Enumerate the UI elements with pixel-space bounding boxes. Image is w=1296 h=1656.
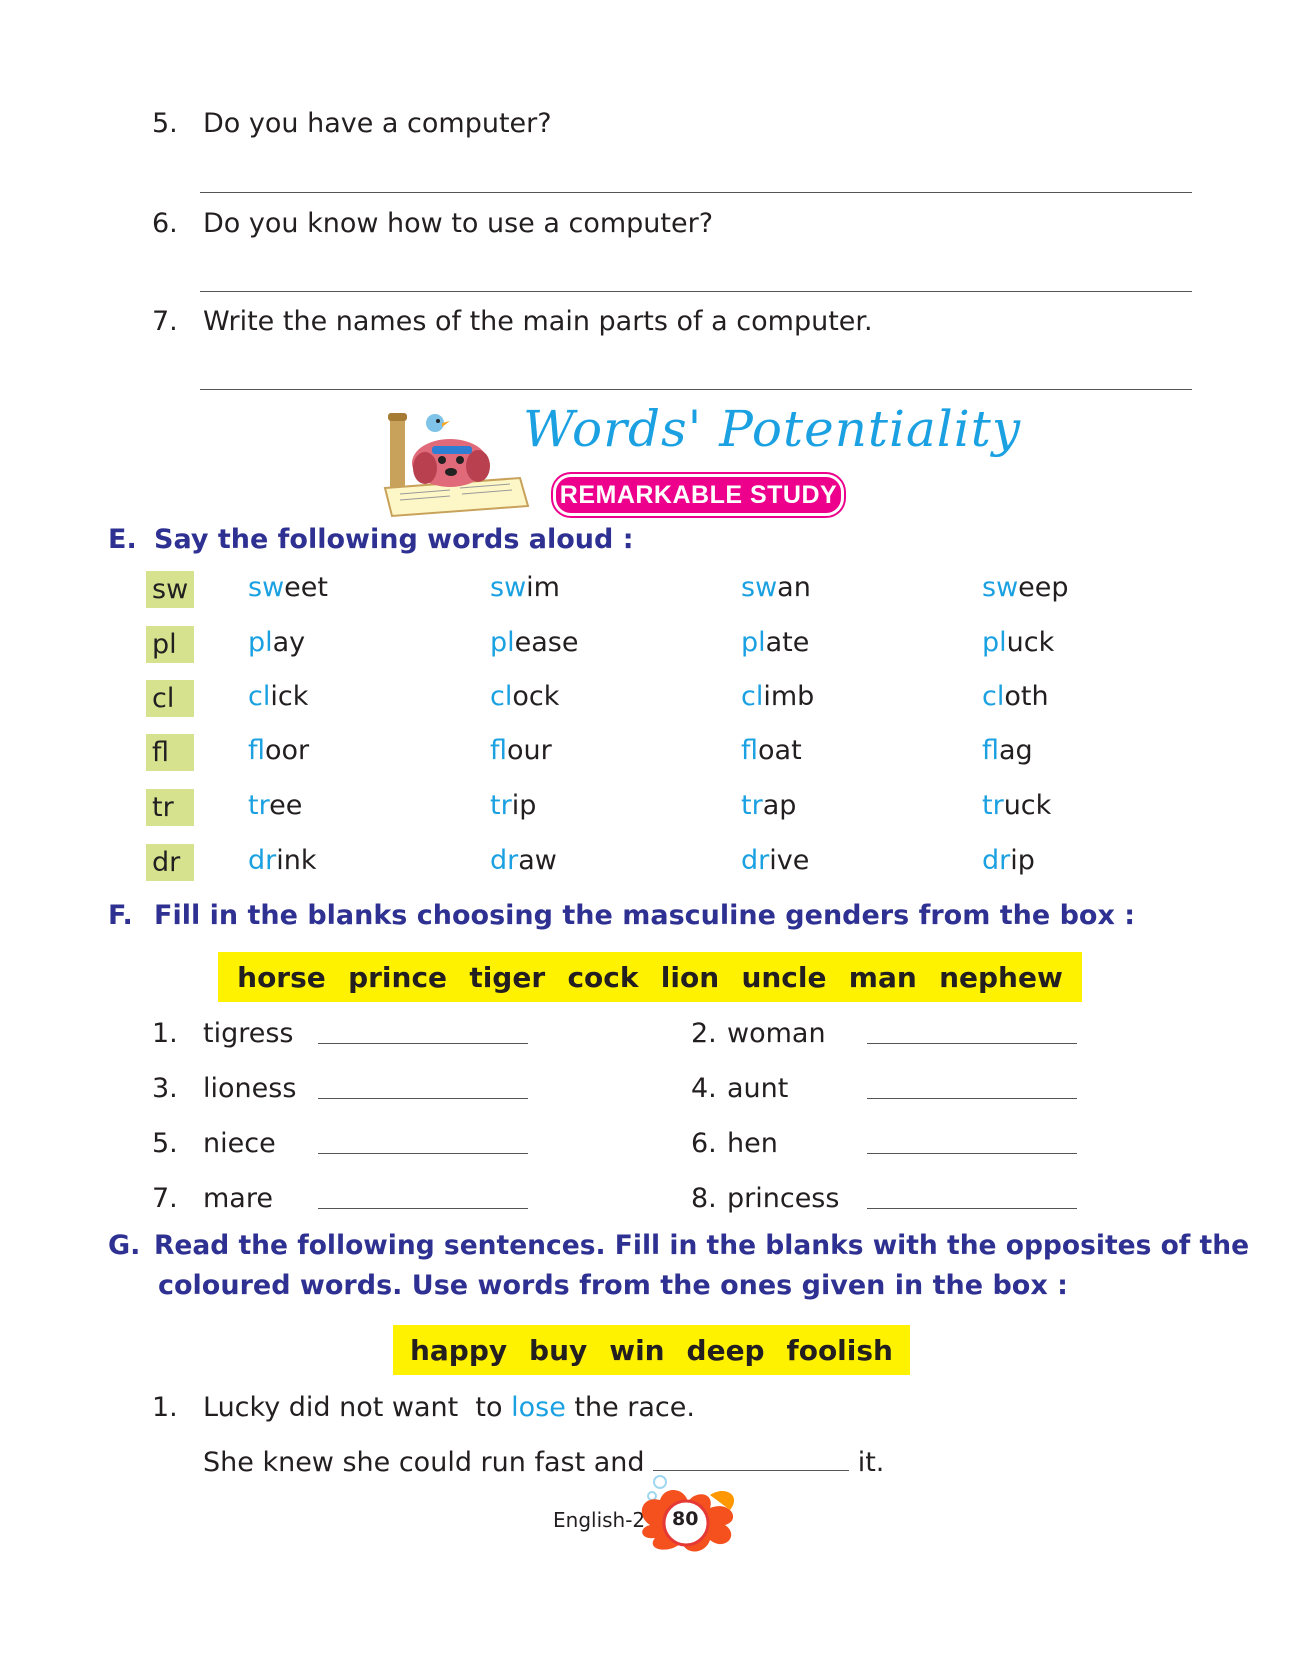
- question-7-text: Write the names of the main parts of a computer.: [203, 306, 873, 337]
- blend-word: click: [248, 681, 309, 712]
- blend-word: float: [741, 735, 802, 766]
- masculine-word-box: [218, 952, 1082, 1002]
- section-e-letter: E.: [108, 524, 137, 555]
- answer-blank[interactable]: [318, 1043, 528, 1044]
- section-e-instruction: Say the following words aloud :: [154, 524, 634, 555]
- g-item-1-number: 1.: [152, 1392, 178, 1423]
- box-word: man: [848, 960, 917, 994]
- section-g-instruction-line1: Read the following sentences. Fill in the blanks with the opposites of the: [154, 1230, 1250, 1261]
- blend-word: truck: [982, 790, 1052, 821]
- item-word: lioness: [203, 1073, 297, 1104]
- item-word: princess: [727, 1183, 840, 1214]
- question-5-text: Do you have a computer?: [203, 108, 552, 139]
- g-item-1-sentence-2: She knew she could run fast and it.: [203, 1447, 885, 1478]
- box-word: foolish: [786, 1333, 893, 1367]
- blend-label: dr: [146, 844, 194, 881]
- question-5-number: 5.: [152, 108, 178, 139]
- section-f-instruction: Fill in the blanks choosing the masculine genders from the box :: [154, 900, 1136, 931]
- blend-label: tr: [146, 789, 194, 826]
- answer-blank[interactable]: [318, 1208, 528, 1209]
- blend-word: climb: [741, 681, 815, 712]
- item-word: woman: [727, 1018, 826, 1049]
- page-number: 80: [672, 1508, 699, 1530]
- blend-word: draw: [490, 845, 557, 876]
- blend-word: cloth: [982, 681, 1049, 712]
- blend-word: flour: [490, 735, 552, 766]
- box-word: tiger: [469, 960, 546, 994]
- box-word: nephew: [939, 960, 1063, 994]
- section-title: Words' Potentiality: [523, 400, 1022, 458]
- item-number: 6.: [691, 1128, 717, 1159]
- box-word: happy: [409, 1333, 508, 1367]
- answer-blank[interactable]: [867, 1153, 1077, 1154]
- item-word: tigress: [203, 1018, 294, 1049]
- blend-word: floor: [248, 735, 310, 766]
- answer-line-6[interactable]: [200, 291, 1192, 292]
- blend-word: flag: [982, 735, 1033, 766]
- box-word: buy: [529, 1333, 588, 1367]
- blend-label: cl: [146, 680, 194, 717]
- answer-blank[interactable]: [867, 1098, 1077, 1099]
- answer-line-5[interactable]: [200, 192, 1192, 193]
- blend-label: fl: [146, 734, 194, 771]
- box-word: lion: [660, 960, 720, 994]
- box-word: cock: [567, 960, 639, 994]
- answer-blank[interactable]: [318, 1098, 528, 1099]
- item-number: 5.: [152, 1128, 178, 1159]
- section-g-letter: G.: [108, 1230, 141, 1261]
- item-word: aunt: [727, 1073, 789, 1104]
- blend-word: swim: [490, 572, 560, 603]
- box-word: horse: [237, 960, 326, 994]
- box-word: deep: [686, 1333, 765, 1367]
- item-number: 2.: [691, 1018, 717, 1049]
- section-f-letter: F.: [108, 900, 133, 931]
- question-6-text: Do you know how to use a computer?: [203, 208, 714, 239]
- item-word: hen: [727, 1128, 778, 1159]
- answer-blank[interactable]: [653, 1448, 849, 1471]
- item-number: 1.: [152, 1018, 178, 1049]
- item-number: 3.: [152, 1073, 178, 1104]
- box-word: uncle: [741, 960, 827, 994]
- blend-word: sweet: [248, 572, 328, 603]
- blend-label: sw: [146, 571, 194, 608]
- dog-reading-book-illustration: [380, 408, 530, 523]
- blend-label: pl: [146, 626, 194, 663]
- answer-blank[interactable]: [318, 1153, 528, 1154]
- blend-word: tree: [248, 790, 303, 821]
- g-item-1-sentence: Lucky did not want to lose the race.: [203, 1392, 695, 1423]
- blend-word: swan: [741, 572, 811, 603]
- question-6-number: 6.: [152, 208, 178, 239]
- blend-word: trip: [490, 790, 537, 821]
- blend-word: plate: [741, 627, 810, 658]
- answer-blank[interactable]: [867, 1208, 1077, 1209]
- blend-word: drip: [982, 845, 1035, 876]
- remarkable-study-badge: REMARKABLE STUDY: [553, 474, 844, 516]
- coloured-word: lose: [511, 1392, 566, 1423]
- blend-word: drive: [741, 845, 810, 876]
- blend-word: clock: [490, 681, 560, 712]
- answer-line-7[interactable]: [200, 389, 1192, 390]
- box-word: prince: [348, 960, 448, 994]
- section-g-instruction-line2: coloured words. Use words from the ones given in the box :: [158, 1270, 1068, 1301]
- question-7-number: 7.: [152, 306, 178, 337]
- item-number: 8.: [691, 1183, 717, 1214]
- blend-word: pluck: [982, 627, 1055, 658]
- item-number: 4.: [691, 1073, 717, 1104]
- blend-word: play: [248, 627, 306, 658]
- blend-word: trap: [741, 790, 797, 821]
- book-label: English-2: [553, 1508, 646, 1532]
- blend-word: drink: [248, 845, 317, 876]
- box-word: win: [609, 1333, 665, 1367]
- blend-word: please: [490, 627, 579, 658]
- answer-blank[interactable]: [867, 1043, 1077, 1044]
- blend-word: sweep: [982, 572, 1069, 603]
- item-number: 7.: [152, 1183, 178, 1214]
- opposites-word-box: [393, 1325, 910, 1375]
- item-word: niece: [203, 1128, 276, 1159]
- item-word: mare: [203, 1183, 273, 1214]
